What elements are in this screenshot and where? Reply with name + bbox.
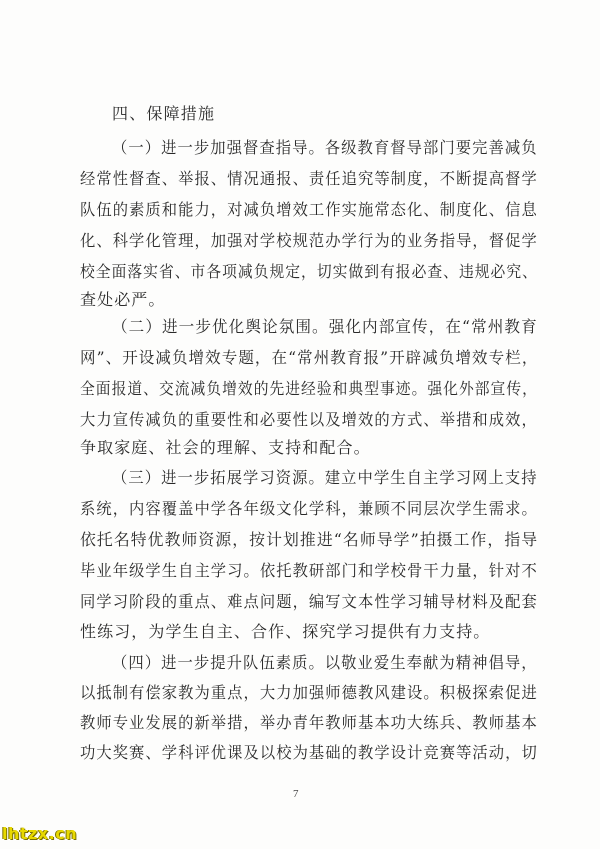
paragraph-line: 功大奖赛、学科评优课及以校为基础的教学设计竞赛等活动，切 [80,743,538,762]
page-number: 7 [293,788,299,800]
paragraph-line: 队伍的素质和能力，对减负增效工作实施常态化、制度化、信息 [80,200,538,219]
paragraph-line: 毕业年级学生自主学习。依托教研部门和学校骨干力量，针对不 [80,561,538,580]
paragraph-line: （一）进一步加强督查指导。各级教育督导部门要完善减负 [112,138,538,157]
paragraph-line: 全面报道、交流减负增效的先进经验和典型事迹。强化外部宣传， [80,379,538,398]
paragraph-line: 教师专业发展的新举措，举办青年教师基本功大练兵、教师基本 [80,713,538,732]
paragraph-line: 化、科学化管理，加强对学校规范办学行为的业务指导，督促学 [80,231,538,250]
paragraph-line: （四）进一步提升队伍素质。以敬业爱生奉献为精神倡导， [112,653,538,672]
paragraph-line: 大力宣传减负的重要性和必要性以及增效的方式、举措和成效， [80,410,538,429]
paragraph-line: 系统，内容覆盖中学各年级文化学科，兼顾不同层次学生需求。 [80,499,538,518]
paragraph-line: 争取家庭、社会的理解、支持和配合。 [80,438,371,457]
paragraph-line: 以抵制有偿家教为重点，大力加强师德教风建设。积极探索促进 [80,683,538,702]
paragraph-line: 依托名特优教师资源，按计划推进“名师导学”拍摄工作，指导 [80,530,539,549]
watermark: lhtzx.cn [2,824,78,843]
paragraph-line: 网”、开设减负增效专题，在“常州教育报”开辟减负增效专栏， [80,348,539,367]
paragraph-line: （二）进一步优化舆论氛围。强化内部宣传，在“常州教育 [112,317,538,336]
paragraph-line: 查处必严。 [80,290,166,309]
paragraph-line: 经常性督查、举报、情况通报、责任追究等制度，不断提高督学 [80,169,538,188]
section-heading: 四、保障措施 [112,104,216,123]
paragraph-line: 同学习阶段的重点、难点问题，编写文本性学习辅导材料及配套 [80,592,538,611]
paragraph-line: （三）进一步拓展学习资源。建立中学生自主学习网上支持 [112,468,538,487]
paragraph-line: 校全面落实省、市各项减负规定，切实做到有报必查、违规必究、 [80,262,538,281]
paragraph-line: 性练习，为学生自主、合作、探究学习提供有力支持。 [80,622,491,641]
